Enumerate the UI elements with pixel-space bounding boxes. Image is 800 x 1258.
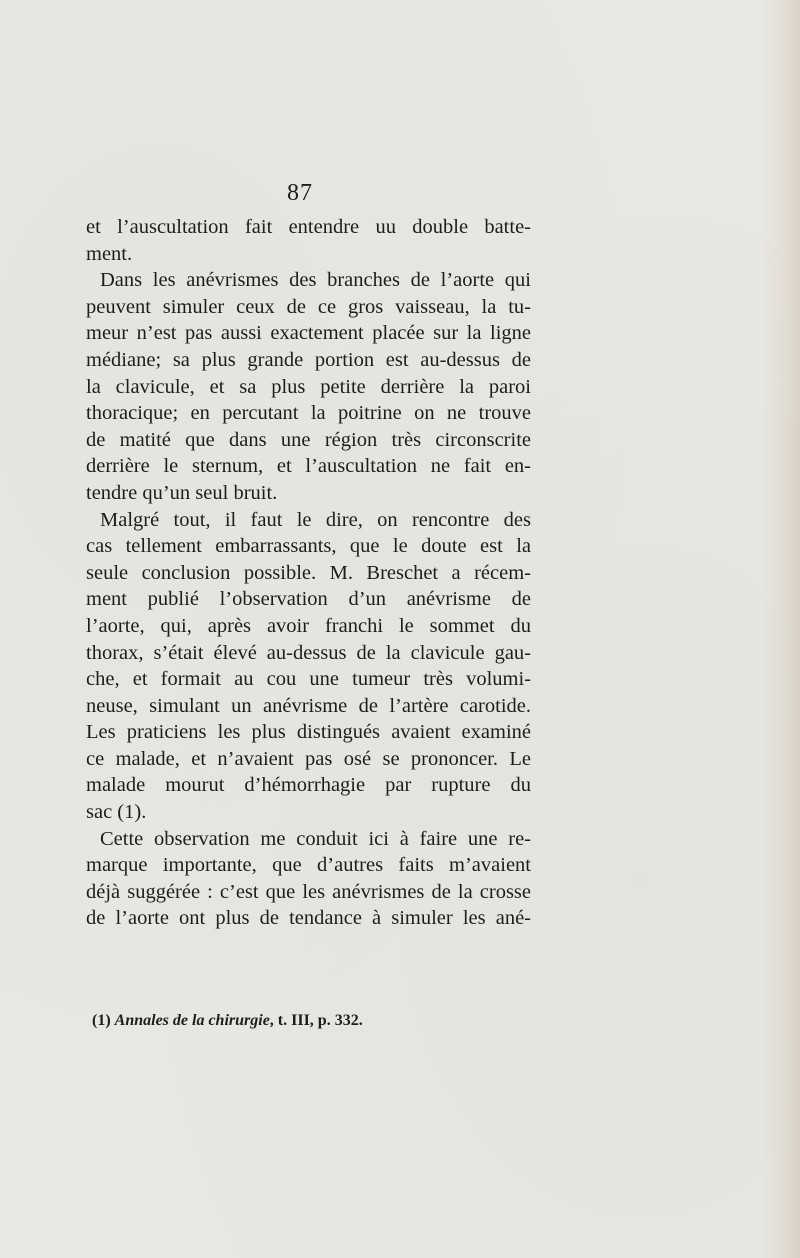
text-line: peuvent simuler ceux de ce gros vaisseau, la tu- xyxy=(86,295,531,318)
page-edge-shading xyxy=(762,0,800,1258)
text-line: sac (1). xyxy=(86,801,147,824)
text-line: Les praticiens les plus distingués avaient examiné xyxy=(86,721,531,744)
text-line: thoracique; en percutant la poitrine on ne trouve xyxy=(86,402,531,425)
text-line: Dans les anévrismes des branches de l’aorte qui xyxy=(100,269,531,292)
text-line: marque importante, que d’autres faits m’avaient xyxy=(86,854,531,877)
body-text xyxy=(86,214,531,932)
text-line: de l’aorte ont plus de tendance à simuler les ané- xyxy=(86,907,531,930)
text-line: cas tellement embarrassants, que le doute est la xyxy=(86,535,531,558)
footnote-title: Annales de la chirurgie xyxy=(114,1012,270,1029)
text-line: déjà suggérée : c’est que les anévrismes de la crosse xyxy=(86,880,531,903)
text-line: la clavicule, et sa plus petite derrière la paroi xyxy=(86,375,531,398)
text-line: malade mourut d’hémorrhagie par rupture du xyxy=(86,774,531,797)
text-line: thorax, s’était élevé au-dessus de la clavicule gau- xyxy=(86,641,531,664)
text-line: Cette observation me conduit ici à faire une re- xyxy=(100,827,531,850)
text-line: ment. xyxy=(86,242,133,265)
page-number: 87 xyxy=(287,180,313,206)
text-line: neuse, simulant un anévrisme de l’artère carotide. xyxy=(86,694,531,717)
text-line: de matité que dans une région très circonscrite xyxy=(86,428,531,451)
text-line: Malgré tout, il faut le dire, on rencontre des xyxy=(100,508,531,531)
text-line: ment publié l’observation d’un anévrisme de xyxy=(86,588,531,611)
text-line: derrière le sternum, et l’auscultation ne fait en- xyxy=(86,455,531,478)
footnote xyxy=(92,1012,363,1030)
text-line: seule conclusion possible. M. Breschet a récem- xyxy=(86,561,531,584)
text-line: che, et formait au cou une tumeur très volumi- xyxy=(86,668,531,691)
text-line: l’aorte, qui, après avoir franchi le sommet du xyxy=(86,614,531,637)
footnote-marker: (1) xyxy=(92,1012,111,1029)
footnote-reference: , t. III, p. 332. xyxy=(269,1012,363,1029)
text-line: et l’auscultation fait entendre uu double batte- xyxy=(86,216,531,238)
text-line: meur n’est pas aussi exactement placée sur la ligne xyxy=(86,322,531,345)
text-line: médiane; sa plus grande portion est au-dessus de xyxy=(86,348,531,371)
text-line: tendre qu’un seul bruit. xyxy=(86,481,278,504)
text-line: ce malade, et n’avaient pas osé se prononcer. Le xyxy=(86,747,531,770)
